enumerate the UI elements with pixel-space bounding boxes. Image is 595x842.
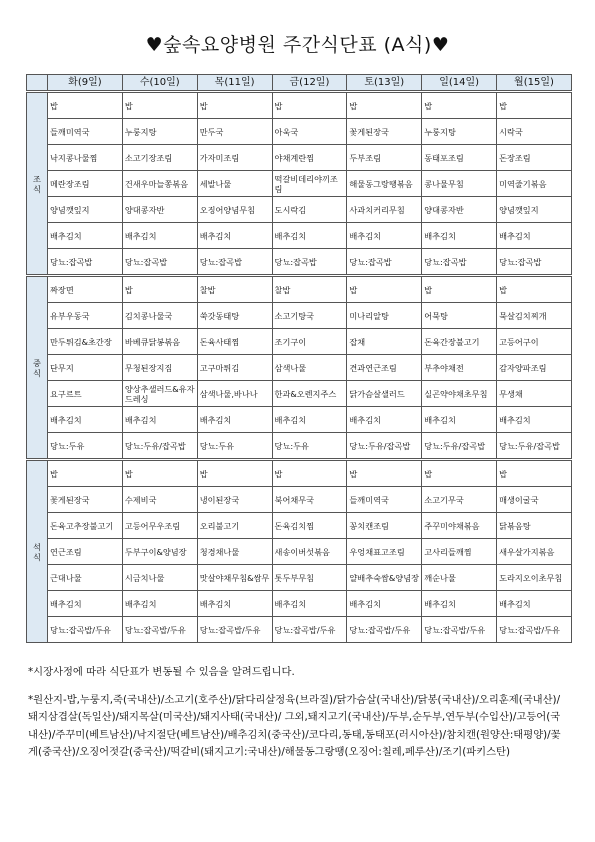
meal-label-text: 조 식 bbox=[33, 173, 41, 194]
menu-cell: 밥 bbox=[197, 460, 272, 487]
menu-cell: 배추김치 bbox=[197, 591, 272, 617]
meal-label-text: 중 식 bbox=[33, 357, 41, 378]
menu-cell: 떡갈비데리야끼조림 bbox=[272, 171, 347, 197]
menu-cell: 무청된장지짐 bbox=[122, 355, 197, 381]
menu-row bbox=[27, 197, 572, 223]
menu-cell: 당뇨:잡곡밥/두유 bbox=[48, 617, 123, 643]
menu-cell: 돈육사태찜 bbox=[197, 329, 272, 355]
menu-cell: 근대나물 bbox=[48, 565, 123, 591]
menu-row bbox=[27, 513, 572, 539]
menu-cell: 꽃게된장국 bbox=[347, 119, 422, 145]
menu-row bbox=[27, 329, 572, 355]
menu-cell: 소고기탕국 bbox=[272, 303, 347, 329]
menu-cell: 당뇨:잡곡밥 bbox=[122, 249, 197, 276]
menu-cell: 누룽지탕 bbox=[422, 119, 497, 145]
menu-cell: 새우살가지볶음 bbox=[497, 539, 572, 565]
menu-cell: 고사리들깨찜 bbox=[422, 539, 497, 565]
menu-cell: 두부조림 bbox=[347, 145, 422, 171]
menu-cell: 조기구이 bbox=[272, 329, 347, 355]
menu-cell: 밥 bbox=[422, 92, 497, 119]
menu-cell: 밥 bbox=[122, 460, 197, 487]
meal-label bbox=[27, 460, 48, 643]
menu-cell: 고등어구이 bbox=[497, 329, 572, 355]
menu-row bbox=[27, 119, 572, 145]
menu-cell: 밥 bbox=[497, 460, 572, 487]
menu-cell: 고등어무우조림 bbox=[122, 513, 197, 539]
menu-cell: 고구마튀김 bbox=[197, 355, 272, 381]
menu-cell: 콩나물무침 bbox=[422, 171, 497, 197]
menu-cell: 돈육고추장불고기 bbox=[48, 513, 123, 539]
day-header-row bbox=[27, 75, 572, 92]
menu-cell: 유부우동국 bbox=[48, 303, 123, 329]
menu-cell: 동태포조림 bbox=[422, 145, 497, 171]
menu-cell: 청경채나물 bbox=[197, 539, 272, 565]
menu-cell: 도라지오이초무침 bbox=[497, 565, 572, 591]
menu-cell: 시금치나물 bbox=[122, 565, 197, 591]
menu-cell: 밥 bbox=[272, 460, 347, 487]
menu-cell: 밥 bbox=[122, 92, 197, 119]
menu-cell: 깨순나물 bbox=[422, 565, 497, 591]
menu-cell: 건새우마늘쫑볶음 bbox=[122, 171, 197, 197]
menu-cell: 우엉채표고조림 bbox=[347, 539, 422, 565]
menu-cell: 당뇨:잡곡밥 bbox=[197, 249, 272, 276]
menu-cell: 찰밥 bbox=[197, 276, 272, 303]
menu-cell: 닭가슴살샐러드 bbox=[347, 381, 422, 407]
menu-cell: 맛살야채무침&쌈무 bbox=[197, 565, 272, 591]
menu-row bbox=[27, 171, 572, 197]
menu-cell: 밥 bbox=[497, 92, 572, 119]
menu-cell: 당뇨:두유/잡곡밥 bbox=[122, 433, 197, 460]
menu-row bbox=[27, 355, 572, 381]
menu-cell: 배추김치 bbox=[48, 223, 123, 249]
menu-cell: 세발나물 bbox=[197, 171, 272, 197]
menu-cell: 당뇨:잡곡밥/두유 bbox=[197, 617, 272, 643]
menu-row bbox=[27, 223, 572, 249]
menu-cell: 밥 bbox=[48, 92, 123, 119]
menu-cell: 당뇨:두유 bbox=[197, 433, 272, 460]
menu-cell: 당뇨:두유/잡곡밥 bbox=[422, 433, 497, 460]
menu-cell: 매생이굴국 bbox=[497, 487, 572, 513]
day-header: 월(15일) bbox=[497, 75, 572, 92]
menu-cell: 당뇨:잡곡밥/두유 bbox=[497, 617, 572, 643]
menu-cell: 당뇨:잡곡밥/두유 bbox=[347, 617, 422, 643]
menu-cell: 배추김치 bbox=[272, 591, 347, 617]
menu-cell: 해물동그랑땡볶음 bbox=[347, 171, 422, 197]
menu-cell: 꽁치캔조림 bbox=[347, 513, 422, 539]
menu-cell: 소고기장조림 bbox=[122, 145, 197, 171]
menu-cell: 배추김치 bbox=[48, 407, 123, 433]
menu-cell: 밥 bbox=[422, 460, 497, 487]
menu-body bbox=[27, 92, 572, 643]
menu-cell: 짜장면 bbox=[48, 276, 123, 303]
menu-cell: 한과&오렌지주스 bbox=[272, 381, 347, 407]
menu-cell: 배추김치 bbox=[497, 223, 572, 249]
menu-cell: 양념깻잎지 bbox=[497, 197, 572, 223]
menu-cell: 바베큐닭봉볶음 bbox=[122, 329, 197, 355]
menu-cell: 배추김치 bbox=[197, 407, 272, 433]
menu-row bbox=[27, 539, 572, 565]
menu-cell: 냉이된장국 bbox=[197, 487, 272, 513]
menu-row bbox=[27, 381, 572, 407]
menu-cell: 배추김치 bbox=[272, 223, 347, 249]
menu-cell: 배추김치 bbox=[497, 591, 572, 617]
menu-cell: 당뇨:두유/잡곡밥 bbox=[497, 433, 572, 460]
menu-cell: 당뇨:두유/잡곡밥 bbox=[347, 433, 422, 460]
page-title: ♥숲속요양병원 주간식단표 (A식)♥ bbox=[145, 34, 450, 56]
menu-cell: 배추김치 bbox=[497, 407, 572, 433]
menu-row bbox=[27, 565, 572, 591]
day-header: 수(10일) bbox=[122, 75, 197, 92]
day-header: 목(11일) bbox=[197, 75, 272, 92]
menu-cell: 밥 bbox=[122, 276, 197, 303]
menu-cell: 배추김치 bbox=[122, 591, 197, 617]
menu-cell: 당뇨:잡곡밥 bbox=[347, 249, 422, 276]
notes-section bbox=[28, 664, 568, 762]
menu-cell: 배추김치 bbox=[122, 407, 197, 433]
menu-cell: 만두튀김&초간장 bbox=[48, 329, 123, 355]
menu-cell: 김치콩나물국 bbox=[122, 303, 197, 329]
menu-cell: 주꾸미야채볶음 bbox=[422, 513, 497, 539]
menu-cell: 밥 bbox=[347, 92, 422, 119]
menu-cell: 쑥갓동태탕 bbox=[197, 303, 272, 329]
menu-cell: 당뇨:잡곡밥 bbox=[422, 249, 497, 276]
menu-cell: 들깨미역국 bbox=[347, 487, 422, 513]
menu-row bbox=[27, 249, 572, 276]
menu-cell: 미나리알탕 bbox=[347, 303, 422, 329]
menu-cell: 배추김치 bbox=[347, 223, 422, 249]
menu-cell: 북어채무국 bbox=[272, 487, 347, 513]
menu-cell: 아욱국 bbox=[272, 119, 347, 145]
menu-cell: 사과치커리무침 bbox=[347, 197, 422, 223]
menu-cell: 당뇨:잡곡밥 bbox=[272, 249, 347, 276]
menu-cell: 양대콩자반 bbox=[122, 197, 197, 223]
menu-cell: 배추김치 bbox=[122, 223, 197, 249]
menu-cell: 밥 bbox=[48, 460, 123, 487]
menu-row bbox=[27, 460, 572, 487]
menu-cell: 돈육김치찜 bbox=[272, 513, 347, 539]
menu-cell: 배추김치 bbox=[422, 223, 497, 249]
day-header: 일(14일) bbox=[422, 75, 497, 92]
menu-cell: 양상추샐러드&유자드레싱 bbox=[122, 381, 197, 407]
menu-cell: 도시락김 bbox=[272, 197, 347, 223]
menu-cell: 요구르트 bbox=[48, 381, 123, 407]
menu-cell: 당뇨:잡곡밥 bbox=[48, 249, 123, 276]
menu-cell: 낙지콩나물찜 bbox=[48, 145, 123, 171]
menu-cell: 돈육간장불고기 bbox=[422, 329, 497, 355]
day-header: 화(9일) bbox=[48, 75, 123, 92]
menu-cell: 오징어양념무침 bbox=[197, 197, 272, 223]
menu-cell: 찰밥 bbox=[272, 276, 347, 303]
origin-notice: *원산지-밥,누룽지,죽(국내산)/소고기(호주산)/닭다리살정육(브라질)/닭가슴살(국내산)/닭봉(국내산)/오리훈제(국내산)/돼지삼겹살(독일산)/돼지목살(미국산)/돼지사태(국내산)/ 그외,돼지고기(국내산)/두부,순두부,연두부(수입산)/고등어(국내산)/주꾸미(베트남산)/낙지절단(베트남산)/배추김치(중국산)/코다리,동태,동태포(러시아산)/참치캔(원양산:태평양)/꽃게(중국산)/오징어젓갈(중국산)/떡갈비(돼지고기:국내산)/해물동그랑땡(오징어:칠레,페루산)/조기(파키스탄) bbox=[28, 693, 561, 758]
menu-cell: 어묵탕 bbox=[422, 303, 497, 329]
menu-cell: 밥 bbox=[347, 276, 422, 303]
menu-row bbox=[27, 92, 572, 119]
menu-cell: 배추김치 bbox=[48, 591, 123, 617]
menu-row bbox=[27, 591, 572, 617]
menu-cell: 당뇨:잡곡밥/두유 bbox=[272, 617, 347, 643]
menu-row bbox=[27, 487, 572, 513]
menu-cell: 묵살김치찌개 bbox=[497, 303, 572, 329]
weekly-menu-table bbox=[26, 74, 572, 643]
day-header: 토(13일) bbox=[347, 75, 422, 92]
menu-cell: 야채계란찜 bbox=[272, 145, 347, 171]
menu-cell: 양념깻잎지 bbox=[48, 197, 123, 223]
menu-cell: 두부구이&양념장 bbox=[122, 539, 197, 565]
menu-cell: 당뇨:두유 bbox=[272, 433, 347, 460]
menu-row bbox=[27, 407, 572, 433]
menu-cell: 만두국 bbox=[197, 119, 272, 145]
menu-cell: 견과연근조림 bbox=[347, 355, 422, 381]
menu-cell: 잡채 bbox=[347, 329, 422, 355]
menu-cell: 밥 bbox=[197, 92, 272, 119]
menu-cell: 배추김치 bbox=[347, 407, 422, 433]
menu-cell: 밥 bbox=[422, 276, 497, 303]
menu-cell: 시락국 bbox=[497, 119, 572, 145]
menu-cell: 연근조림 bbox=[48, 539, 123, 565]
menu-cell: 밥 bbox=[272, 92, 347, 119]
menu-row bbox=[27, 433, 572, 460]
menu-cell: 배추김치 bbox=[272, 407, 347, 433]
menu-row bbox=[27, 276, 572, 303]
menu-cell: 단무지 bbox=[48, 355, 123, 381]
change-notice: *시장사정에 따라 식단표가 변동될 수 있음을 알려드립니다. bbox=[28, 666, 295, 678]
menu-cell: 배추김치 bbox=[422, 407, 497, 433]
menu-cell: 밥 bbox=[497, 276, 572, 303]
menu-cell: 무생채 bbox=[497, 381, 572, 407]
menu-cell: 당뇨:잡곡밥 bbox=[497, 249, 572, 276]
menu-cell: 수제비국 bbox=[122, 487, 197, 513]
menu-cell: 가자미조림 bbox=[197, 145, 272, 171]
menu-cell: 감자양파조림 bbox=[497, 355, 572, 381]
menu-row bbox=[27, 303, 572, 329]
menu-cell: 톳두부무침 bbox=[272, 565, 347, 591]
corner-cell bbox=[27, 75, 48, 92]
menu-cell: 미역줄기볶음 bbox=[497, 171, 572, 197]
menu-cell: 양대콩자반 bbox=[422, 197, 497, 223]
menu-cell: 새송이버섯볶음 bbox=[272, 539, 347, 565]
menu-cell: 배추김치 bbox=[422, 591, 497, 617]
menu-cell: 메란장조림 bbox=[48, 171, 123, 197]
menu-cell: 밥 bbox=[347, 460, 422, 487]
menu-cell: 오리불고기 bbox=[197, 513, 272, 539]
menu-cell: 꽃게된장국 bbox=[48, 487, 123, 513]
meal-label-text: 석 식 bbox=[33, 541, 41, 562]
menu-cell: 부추야채전 bbox=[422, 355, 497, 381]
menu-row bbox=[27, 145, 572, 171]
menu-cell: 배추김치 bbox=[347, 591, 422, 617]
menu-cell: 얄배추숙쌈&양념장 bbox=[347, 565, 422, 591]
menu-cell: 당뇨:잡곡밥/두유 bbox=[422, 617, 497, 643]
menu-cell: 삼색나물,바나나 bbox=[197, 381, 272, 407]
meal-label bbox=[27, 276, 48, 460]
meal-label bbox=[27, 92, 48, 276]
day-header: 금(12일) bbox=[272, 75, 347, 92]
menu-cell: 당뇨:잡곡밥/두유 bbox=[122, 617, 197, 643]
menu-row bbox=[27, 617, 572, 643]
menu-cell: 닭볶음탕 bbox=[497, 513, 572, 539]
menu-cell: 돈장조림 bbox=[497, 145, 572, 171]
menu-cell: 삼색나물 bbox=[272, 355, 347, 381]
menu-cell: 실곤약야채초무침 bbox=[422, 381, 497, 407]
menu-cell: 배추김치 bbox=[197, 223, 272, 249]
menu-cell: 누룽지탕 bbox=[122, 119, 197, 145]
menu-cell: 들깨미역국 bbox=[48, 119, 123, 145]
menu-cell: 소고기무국 bbox=[422, 487, 497, 513]
menu-cell: 당뇨:두유 bbox=[48, 433, 123, 460]
